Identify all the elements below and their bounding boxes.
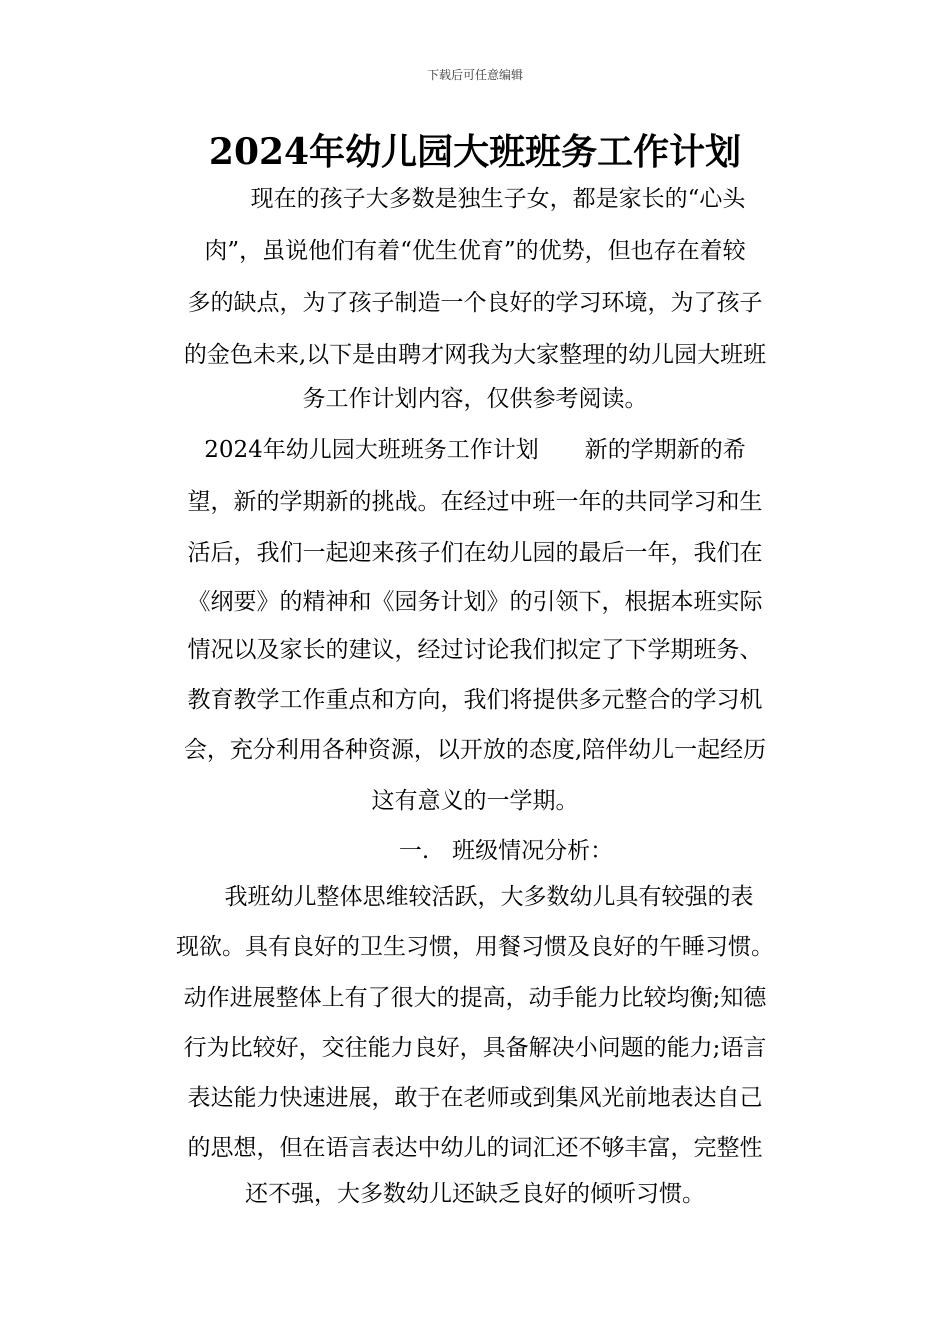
intro-line-2: 肉”，虽说他们有着“优生优育”的优势，但也存在着较 bbox=[204, 238, 746, 264]
section-line-2: 现欲。具有良好的卫生习惯，用餐习惯及良好的午睡习惯。 bbox=[176, 934, 774, 960]
body-line-4: 《纲要》的精神和《园务计划》的引领下，根据本班实际 bbox=[187, 589, 763, 615]
body-line-5: 情况以及家长的建议，经过讨论我们拟定了下学期班务、 bbox=[187, 637, 763, 663]
body-line-7: 会，充分利用各种资源，以开放的态度,陪伴幼儿一起经历 bbox=[183, 737, 767, 763]
header-note: 下载后可任意编辑 bbox=[426, 68, 523, 82]
body-line-8: 这有意义的一学期。 bbox=[371, 788, 579, 814]
body-line-1: 2024年幼儿园大班班务工作计划 新的学期新的希 bbox=[204, 437, 746, 463]
body-line-3: 活后，我们一起迎来孩子们在幼儿园的最后一年，我们在 bbox=[187, 540, 763, 566]
section-line-4: 行为比较好，交往能力良好，具备解决小问题的能力;语言 bbox=[183, 1035, 767, 1061]
section-line-1: 我班幼儿整体思维较活跃，大多数幼儿具有较强的表 bbox=[224, 884, 754, 910]
intro-line-1: 现在的孩子大多数是独生子女，都是家长的“心头 bbox=[250, 186, 746, 212]
section-line-3: 动作进展整体上有了很大的提高，动手能力比较均衡;知德 bbox=[183, 985, 767, 1011]
body-line-2: 望，新的学期新的挑战。在经过中班一年的共同学习和生 bbox=[187, 489, 763, 515]
intro-line-3: 多的缺点，为了孩子制造一个良好的学习环境，为了孩子 bbox=[187, 290, 763, 316]
section-line-6: 的思想，但在语言表达中幼儿的词汇还不够丰富，完整性 bbox=[187, 1135, 763, 1161]
intro-line-5: 务工作计划内容，仅供参考阅读。 bbox=[302, 386, 648, 412]
section-heading: 一. 班级情况分析： bbox=[398, 838, 614, 864]
section-line-5: 表达能力快速进展，敢于在老师或到集风光前地表达自己 bbox=[187, 1085, 763, 1111]
document-title: 2024年幼儿园大班班务工作计划 bbox=[208, 131, 742, 173]
body-line-6: 教育教学工作重点和方向，我们将提供多元整合的学习机 bbox=[187, 687, 763, 713]
intro-line-4: 的金色未来,以下是由聘才网我为大家整理的幼儿园大班班 bbox=[183, 342, 767, 368]
section-line-7: 还不强，大多数幼儿还缺乏良好的倾听习惯。 bbox=[245, 1181, 705, 1207]
